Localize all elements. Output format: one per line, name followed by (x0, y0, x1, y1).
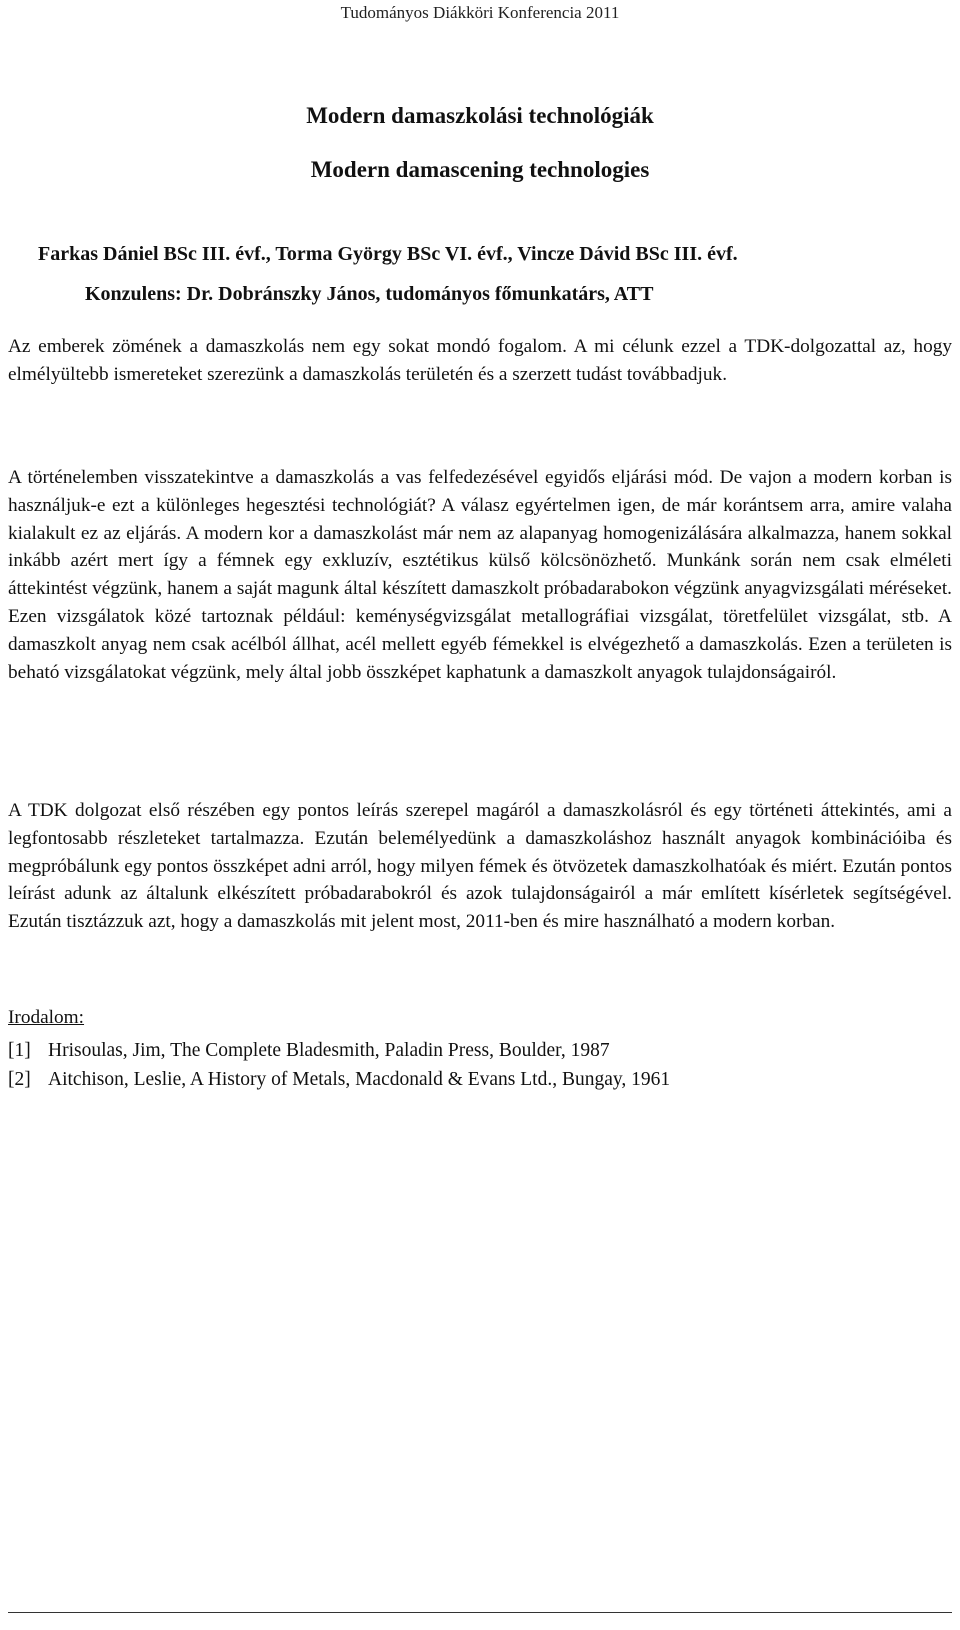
reference-list (8, 1036, 670, 1094)
reference-number: [1] (8, 1040, 31, 1061)
references-heading: Irodalom: (8, 1007, 85, 1028)
author-line: Farkas Dániel BSc III. évf., Torma György BSc VI. évf., Vincze Dávid BSc III. évf. (38, 243, 738, 265)
reference-item (8, 1065, 670, 1094)
reference-item (8, 1036, 670, 1065)
reference-text: Aitchison, Leslie, A History of Metals, Macdonald & Evans Ltd., Bungay, 1961 (48, 1069, 671, 1090)
reference-number: [2] (8, 1069, 31, 1090)
title-english: Modern damascening technologies (310, 157, 650, 182)
advisor-line: Konzulens: Dr. Dobránszky János, tudományos főmunkatárs, ATT (85, 283, 654, 305)
paragraph-intro: Az emberek zömének a damaszkolás nem egy sokat mondó fogalom. A mi célunk ezzel a TDK-dolgozattal az, hogy elmélyültebb ismereteket szerezünk a damaszkolás területén és a szerzett tudást továbbadjuk. (8, 336, 952, 385)
running-header: Tudományos Diákköri Konferencia 2011 (340, 3, 620, 22)
paragraph-structure: A TDK dolgozat első részében egy pontos leírás szerepel magáról a damaszkolásról és egy történeti áttekintés, ami a legfontosabb részleteket tartalmazza. Ezután belemélyedünk a damaszkoláshoz használt anyagok kombinációiba és megpróbálunk egy pontos összképet adni arról, hogy milyen fémek és ötvözetek damaszkolhatóak és miért. Ezután pontos leírást adunk az általunk elkészített próbadarabokról és azok tulajdonságairól a már említett kísérletek segítségével. Ezután tisztázzuk azt, hogy a damaszkolás mit jelent most, 2011-ben és mire használható a modern korban. (8, 800, 952, 933)
paragraph-history: A történelemben visszatekintve a damaszkolás a vas felfedezésével egyidős eljárási mód. De vajon a modern korban is használjuk-e ezt a különleges hegesztési technológiát? A válasz egyértelmen igen, de már korántsem arra, amire valaha kialakult ez az eljárás. A modern kor a damaszkolást már nem az alapanyag homogenizálására alkalmazza, hanem sokkal inkább azért mert így a fémnek egy exkluzív, esztétikus külső kölcsönözhető. Munkánk során nem csak elméleti áttekintést végzünk, hanem a saját magunk által készített damaszkolt próbadarabokon végzünk anyagvizsgálati méréseket. Ezen vizsgálatok közé tartoznak például: keménységvizsgálat metallográfiai vizsgálat, töretfelület vizsgálat, stb. A damaszkolt anyag nem csak acélból állhat, acél mellett egyéb fémekkel is elvégezhető a damaszkolás. Ezen a területen is beható vizsgálatokat végzünk, mely által jobb összképet kaphatunk a damaszkolt anyagok tulajdonságairól. (8, 467, 952, 683)
footer-divider (8, 1612, 952, 1613)
title-hungarian: Modern damaszkolási technológiák (306, 103, 654, 128)
reference-text: Hrisoulas, Jim, The Complete Bladesmith, Paladin Press, Boulder, 1987 (48, 1040, 610, 1061)
